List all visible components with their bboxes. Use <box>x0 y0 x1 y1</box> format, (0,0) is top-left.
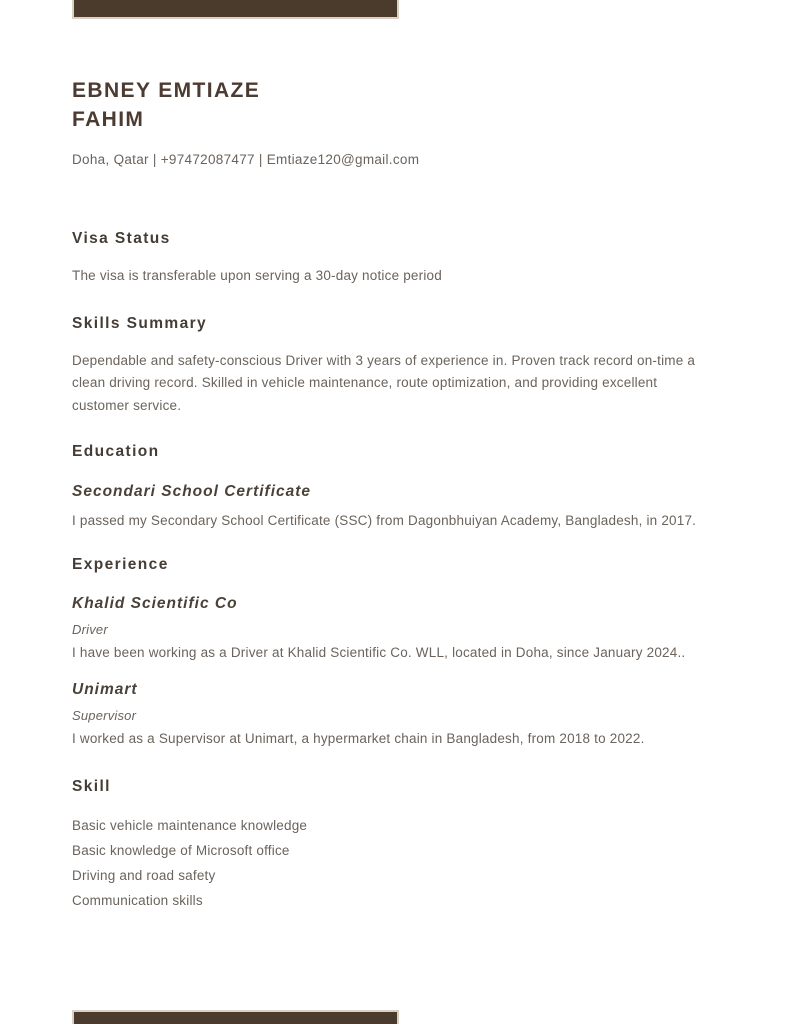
section-education <box>72 443 717 532</box>
visa-status-heading: Visa Status <box>72 229 171 247</box>
bottom-accent-bar <box>72 1010 399 1024</box>
skill-item: Communication skills <box>72 892 203 908</box>
candidate-name-line1: EBNEY EMTIAZE <box>72 79 261 102</box>
job-description: I have been working as a Driver at Khalid Scientific Co. WLL, located in Doha, since January 2024.. <box>72 645 686 661</box>
resume-content <box>72 19 717 914</box>
candidate-name-line2: FAHIM <box>72 107 145 131</box>
experience-job <box>72 595 717 664</box>
education-heading: Education <box>72 443 160 460</box>
skill-item: Basic knowledge of Microsoft office <box>72 842 290 858</box>
section-skills-summary <box>72 315 717 417</box>
skills-summary-heading: Skills Summary <box>72 315 208 333</box>
skill-list <box>72 814 717 914</box>
education-degree: Secondari School Certificate <box>72 483 312 500</box>
section-skill <box>72 778 717 914</box>
job-company: Khalid Scientific Co <box>72 595 238 613</box>
experience-heading: Experience <box>72 556 169 574</box>
candidate-name <box>72 77 717 135</box>
education-body: I passed my Secondary School Certificate (SSC) from Dagonbhuiyan Academy, Bangladesh, in 2017. <box>72 513 697 528</box>
job-description: I worked as a Supervisor at Unimart, a hypermarket chain in Bangladesh, from 2018 to 2022. <box>72 730 645 746</box>
job-company: Unimart <box>72 680 138 698</box>
section-visa-status <box>72 230 717 287</box>
job-role: Driver <box>72 622 108 638</box>
experience-job <box>72 681 717 750</box>
skill-heading: Skill <box>72 777 111 795</box>
visa-status-body: The visa is transferable upon serving a 30-day notice period <box>72 267 442 283</box>
skill-item: Basic vehicle maintenance knowledge <box>72 817 308 833</box>
skill-item: Driving and road safety <box>72 867 216 883</box>
skills-summary-body: Dependable and safety-conscious Driver with 3 years of experience in. Proven track record on-time a clean driving record. Skilled in vehicle maintenance, route optimization, and providing excellent customer service. <box>72 353 696 413</box>
top-accent-bar <box>72 0 399 19</box>
contact-line: Doha, Qatar | +97472087477 | Emtiaze120@gmail.com <box>72 151 420 167</box>
job-role: Supervisor <box>72 707 137 723</box>
section-experience <box>72 556 717 750</box>
